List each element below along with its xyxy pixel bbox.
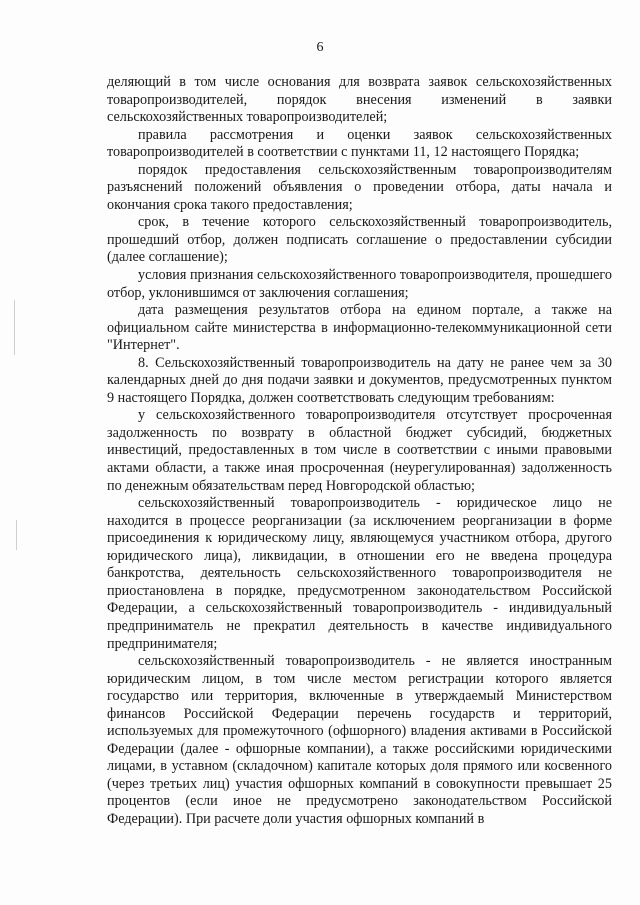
paragraph-6: дата размещения результатов отбора на едином портале, а также на официальном сайте министерства в информационно-телекоммуникационной сети "Интернет". xyxy=(107,302,612,354)
page-number: 6 xyxy=(316,40,324,55)
document-body xyxy=(107,74,612,829)
paragraph-8: у сельскохозяйственного товаропроизводителя отсутствует просроченная задолженность по возврату в областной бюджет субсидий, бюджетных инвестиций, предоставленных в том числе в соответствии с иными правовыми актами области, а также иная просроченная (неурегулированная) задолженность по денежным обязательствам перед Новгородской областью; xyxy=(107,407,612,494)
scan-artifact-left xyxy=(14,300,15,355)
paragraph-3: порядок предоставления сельскохозяйственным товаропроизводителям разъяснений положений объявления о проведении отбора, даты начала и окончания срока такого предоставления; xyxy=(107,161,612,213)
paragraph-4: срок, в течение которого сельскохозяйственный товаропроизводитель, прошедший отбор, должен подписать соглашение о предоставлении субсидии (далее соглашение); xyxy=(107,214,612,266)
paragraph-10: сельскохозяйственный товаропроизводитель - не является иностранным юридическим лицом, в том числе местом регистрации которого является государство или территория, включенные в утверждаемый Министерством финансов Российской Федерации перечень государств и территорий, используемых для промежуточного (офшорного) владения активами в Российской Федерации (далее - офшорные компании), а также российскими юридическими лицами, в уставном (складочном) капитале которых доля прямого или косвенного (через третьих лиц) участия офшорных компаний в совокупности превышает 25 процентов (если иное не предусмотрено законодательством Российской Федерации). При расчете доли участия офшорных компаний в xyxy=(107,653,612,827)
paragraph-1: деляющий в том числе основания для возврата заявок сельскохозяйственных товаропроизводителей, порядок внесения изменений в заявки сельскохозяйственных товаропроизводителей; xyxy=(107,74,612,126)
paragraph-9: сельскохозяйственный товаропроизводитель - юридическое лицо не находится в процессе реорганизации (за исключением реорганизации в форме присоединения к юридическому лицу, являющемуся участником отбора, другого юридического лица), ликвидации, в отношении его не введена процедура банкротства, деятельность сельскохозяйственного товаропроизводителя не приостановлена в порядке, предусмотренном законодательством Российской Федерации, а сельскохозяйственный товаропроизводитель - индивидуальный предприниматель не прекратил деятельность в качестве индивидуального предпринимателя; xyxy=(107,495,612,652)
paragraph-7: 8. Сельскохозяйственный товаропроизводитель на дату не ранее чем за 30 календарных дней до дня подачи заявки и документов, предусмотренных пунктом 9 настоящего Порядка, должен соответствовать следующим требованиям: xyxy=(107,354,612,406)
paragraph-5: условия признания сельскохозяйственного товаропроизводителя, прошедшего отбор, уклонившимся от заключения соглашения; xyxy=(107,267,612,301)
scan-artifact-left-lower xyxy=(16,520,17,550)
paragraph-2: правила рассмотрения и оценки заявок сельскохозяйственных товаропроизводителей в соответствии с пунктами 11, 12 настоящего Порядка; xyxy=(107,126,612,161)
